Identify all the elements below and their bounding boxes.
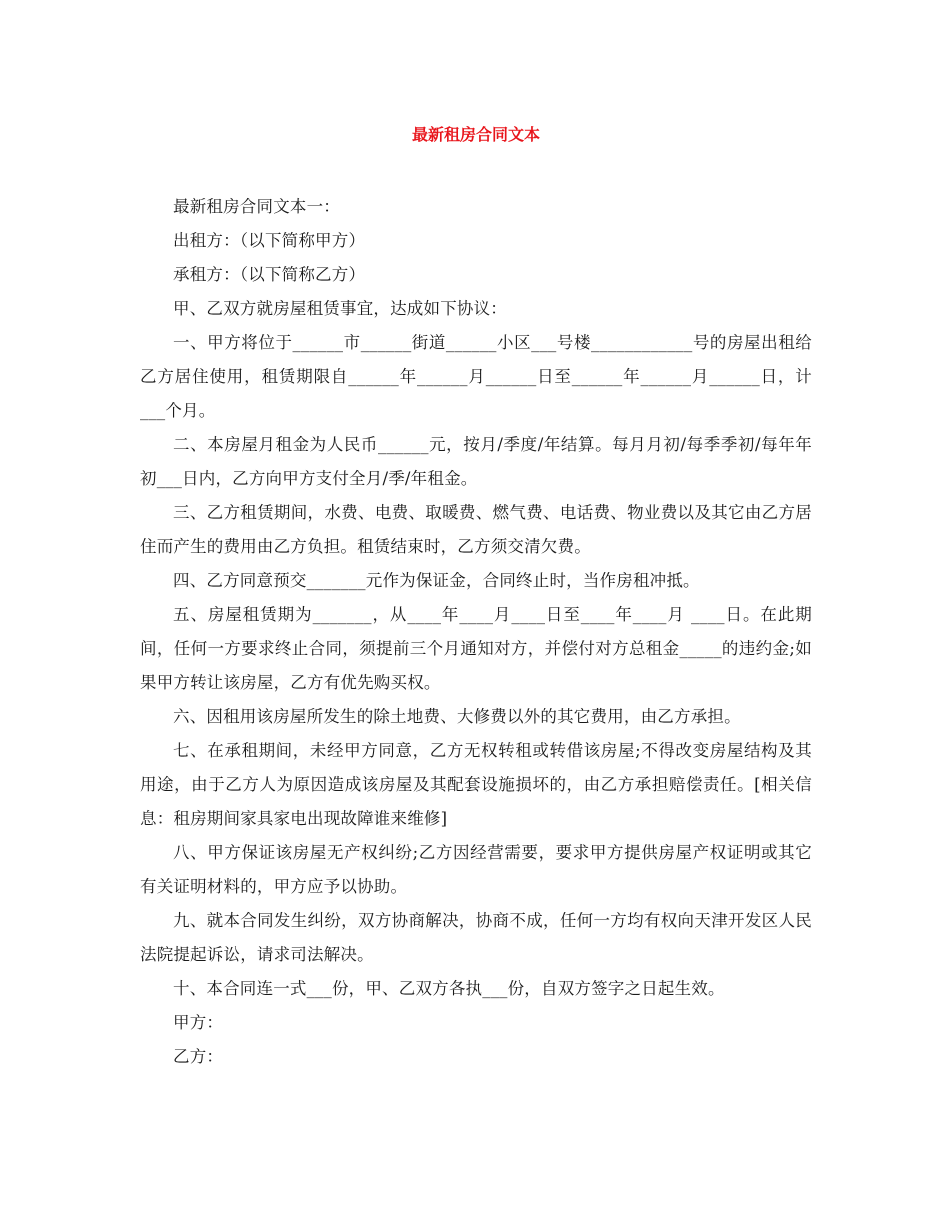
clause-9: 九、就本合同发生纠纷，双方协商解决，协商不成，任何一方均有权向天津开发区人民法院提起诉讼，请求司法解决。 xyxy=(140,911,812,964)
signature-party-b: 乙方： xyxy=(173,1047,224,1066)
document-body xyxy=(140,190,812,1074)
clause-8: 八、甲方保证该房屋无产权纠纷;乙方因经营需要，要求甲方提供房屋产权证明或其它有关证明材料的，甲方应予以协助。 xyxy=(140,843,812,896)
paragraph-lessor: 出租方：（以下简称甲方） xyxy=(173,231,366,250)
signature-party-a: 甲方： xyxy=(173,1013,224,1032)
clause-4: 四、乙方同意预交_______元作为保证金，合同终止时，当作房租冲抵。 xyxy=(173,571,700,590)
clause-6: 六、因租用该房屋所发生的除土地费、大修费以外的其它费用，由乙方承担。 xyxy=(173,707,741,726)
clause-3: 三、乙方租赁期间，水费、电费、取暖费、燃气费、电话费、物业费以及其它由乙方居住而产生的费用由乙方负担。租赁结束时，乙方须交清欠费。 xyxy=(140,503,812,556)
clause-10: 十、本合同连一式___份，甲、乙双方各执___份，自双方签字之日起生效。 xyxy=(173,979,725,998)
clause-2: 二、本房屋月租金为人民币______元，按月/季度/年结算。每月月初/每季季初/每年年初___日内，乙方向甲方支付全月/季/年租金。 xyxy=(140,435,812,488)
paragraph-intro: 最新租房合同文本一： xyxy=(173,197,340,216)
paragraph-agreement: 甲、乙双方就房屋租赁事宜，达成如下协议： xyxy=(173,299,507,318)
clause-1: 一、甲方将位于______市______街道______小区___号楼____________号的房屋出租给乙方居住使用，租赁期限自______年______月______日至______年______月______日，计___个月。 xyxy=(140,333,812,420)
clause-7: 七、在承租期间，未经甲方同意，乙方无权转租或转借该房屋;不得改变房屋结构及其用途，由于乙方人为原因造成该房屋及其配套设施损坏的，由乙方承担赔偿责任。[相关信息：租房期间家具家电出现故障谁来维修] xyxy=(140,741,812,828)
paragraph-lessee: 承租方：（以下简称乙方） xyxy=(173,265,366,284)
document-title: 最新租房合同文本 xyxy=(411,125,540,144)
clause-5: 五、房屋租赁期为_______，从____年____月____日至____年____月 ____日。在此期间，任何一方要求终止合同，须提前三个月通知对方，并偿付对方总租金_____的违约金;如果甲方转让该房屋，乙方有优先购买权。 xyxy=(140,605,812,692)
